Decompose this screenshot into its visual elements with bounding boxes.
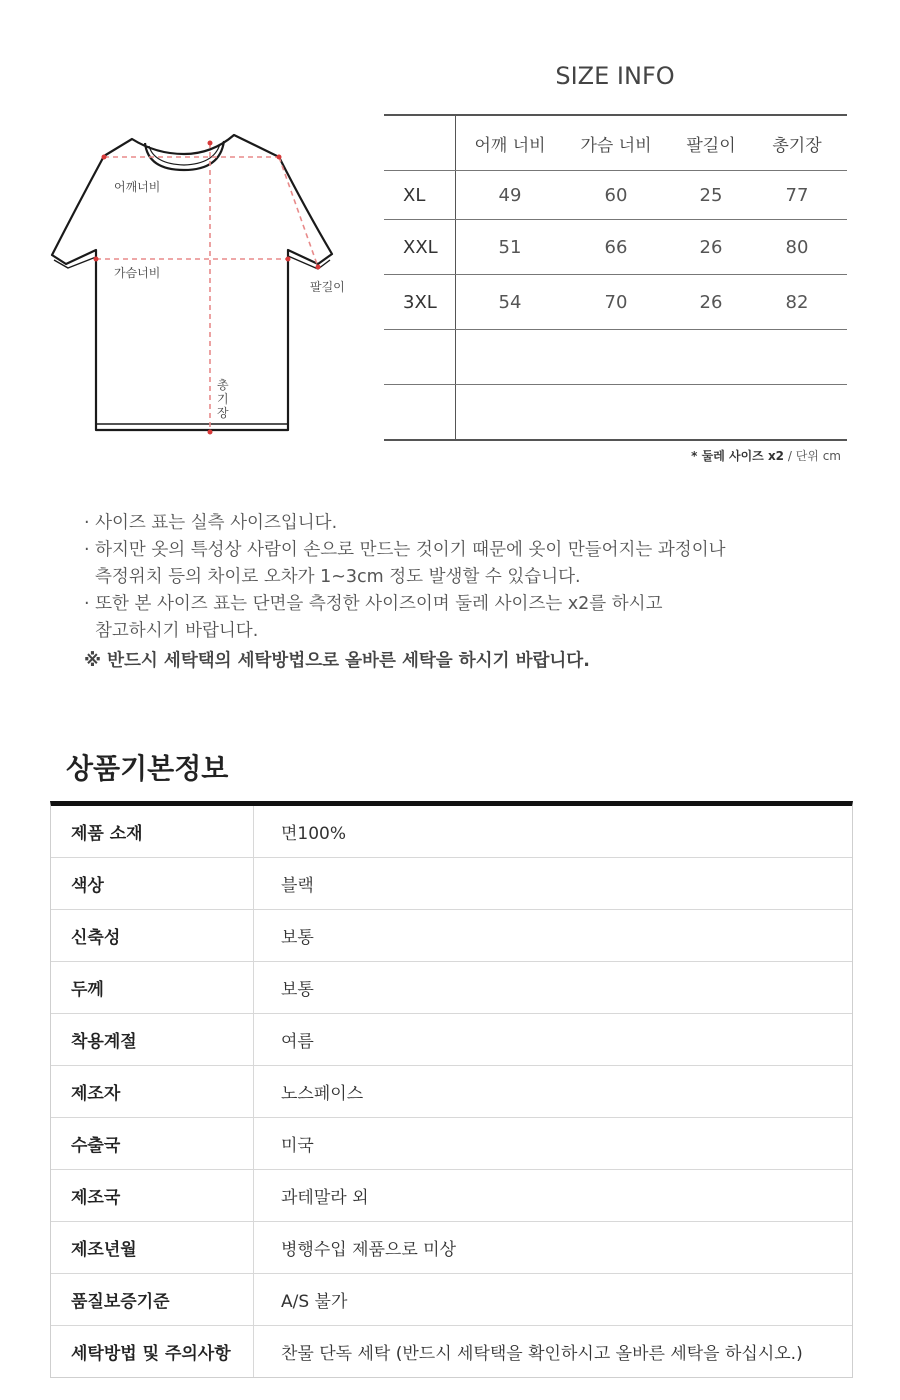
info-row: 색상 블랙 [51, 858, 852, 910]
chest-label: 가슴너비 [114, 266, 161, 280]
size-info-title: SIZE INFO [555, 62, 675, 90]
product-info-title: 상품기본정보 [66, 752, 229, 785]
info-row: 수출국 미국 [51, 1118, 852, 1170]
info-row: 제조년월 병행수입 제품으로 미상 [51, 1222, 852, 1274]
info-row: 제조국 과테말라 외 [51, 1170, 852, 1222]
size-table [384, 114, 847, 441]
size-row: XXL 51 66 26 80 [384, 220, 847, 275]
note-line: · 사이즈 표는 실측 사이즈입니다. [84, 513, 338, 533]
size-unit-note: * 둘레 사이즈 x2 / 단위 cm [691, 449, 841, 463]
size-header-shoulder: 어깨 너비 [474, 135, 546, 156]
info-row: 품질보증기준 A/S 불가 [51, 1274, 852, 1326]
size-row: 3XL 54 70 26 82 [384, 275, 847, 330]
info-row: 세탁방법 및 주의사항 찬물 단독 세탁 (반드시 세탁택을 확인하시고 올바른 세탁을 하십시오.) [51, 1326, 852, 1377]
sleeve-guide-line [279, 157, 318, 267]
note-line: 측정위치 등의 차이로 오차가 1~3cm 정도 발생할 수 있습니다. [95, 567, 581, 587]
tshirt-diagram [48, 130, 338, 440]
size-header-size [384, 116, 456, 170]
length-label: 총 기 장 [217, 378, 229, 420]
note-line: · 또한 본 사이즈 표는 단면을 측정한 사이즈이며 둘레 사이즈는 x2를 하시고 [84, 594, 663, 614]
info-row: 두께 보통 [51, 962, 852, 1014]
size-row: XL 49 60 25 77 [384, 171, 847, 220]
size-notes [84, 510, 804, 645]
size-header-length: 총기장 [772, 135, 822, 156]
info-row: 제품 소재 면100% [51, 806, 852, 858]
info-row: 제조자 노스페이스 [51, 1066, 852, 1118]
size-row-empty [384, 330, 847, 385]
washing-warning: ※ 반드시 세탁택의 세탁방법으로 올바른 세탁을 하시기 바랍니다. [84, 651, 590, 671]
product-info-table [50, 801, 853, 1378]
note-line: · 하지만 옷의 특성상 사람이 손으로 만드는 것이기 때문에 옷이 만들어지는 과정이나 [84, 540, 726, 560]
size-row-empty [384, 385, 847, 439]
size-header-sleeve: 팔길이 [686, 135, 736, 156]
size-table-header [384, 116, 847, 171]
info-row: 신축성 보통 [51, 910, 852, 962]
info-row: 착용계절 여름 [51, 1014, 852, 1066]
size-header-chest: 가슴 너비 [580, 135, 652, 156]
note-line: 참고하시기 바랍니다. [95, 621, 259, 641]
shoulder-label: 어깨너비 [114, 180, 161, 194]
sleeve-label: 팔길이 [310, 280, 345, 294]
